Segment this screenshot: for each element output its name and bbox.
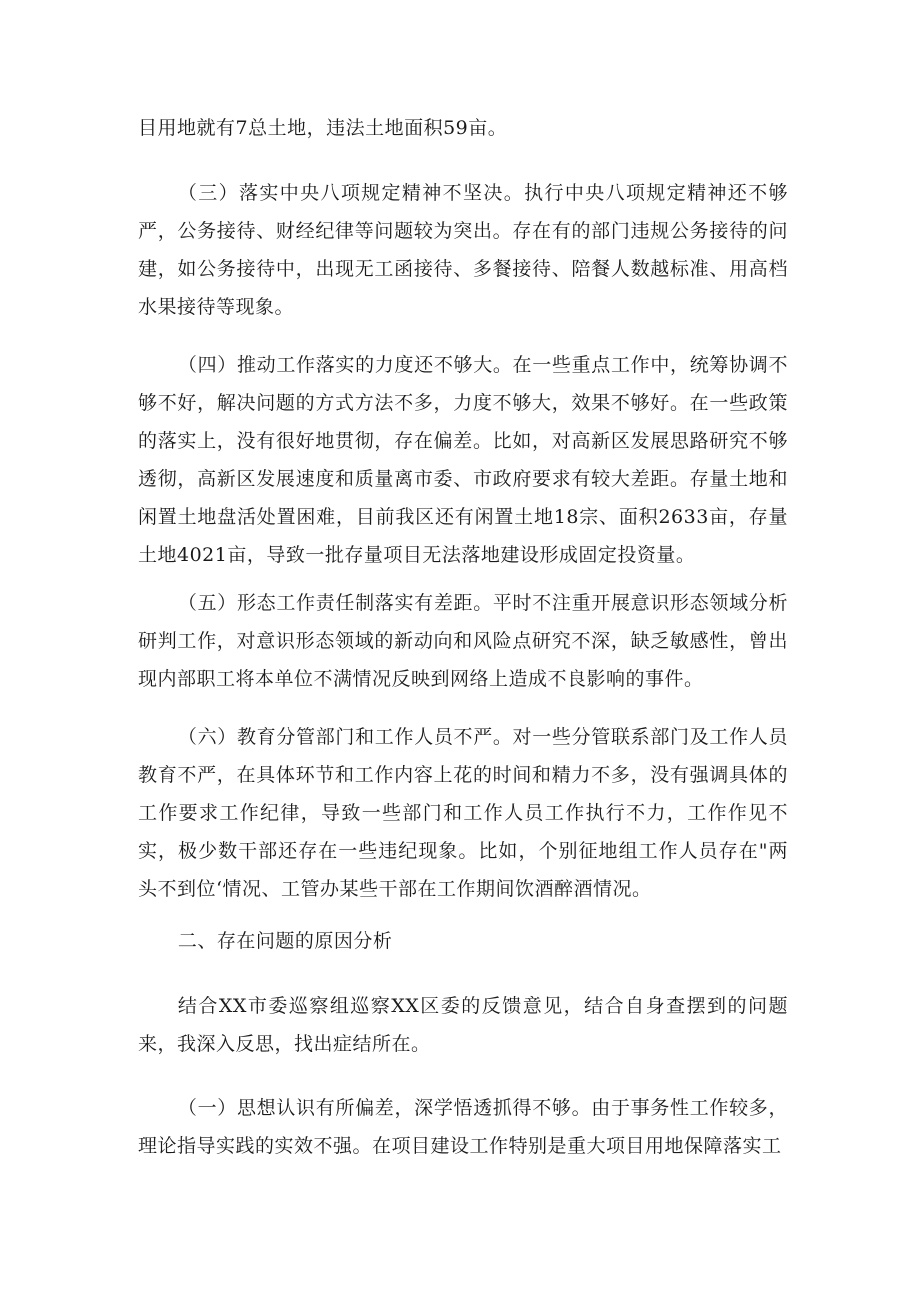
paragraph-section-5: （五）形态工作责任制落实有差距。平时不注重开展意识形态领域分析研判工作，对意识形态领域的新动向和风险点研究不深，缺乏敏感性，曾出现内部职工将本单位不满情况反映到网络上造成不良影响的事件。 [138, 592, 788, 690]
paragraph-cause-1: （一）思想认识有所偏差，深学悟透抓得不够。由于事务性工作较多，理论指导实践的实效不强。在项目建设工作特别是重大项目用地保障落实工 [138, 1097, 788, 1157]
paragraph-cause-intro: 结合XX市委巡察组巡察XX区委的反馈意见，结合自身查摆到的问题来，我深入反思，找出症结所在。 [138, 995, 788, 1055]
paragraph-section-3: （三）落实中央八项规定精神不坚决。执行中央八项规定精神还不够严，公务接待、财经纪律等问题较为突出。存在有的部门违规公务接待的问建，如公务接待中，出现无工函接待、多餐接待、陪餐人数越标准、用高档水果接待等现象。 [138, 182, 788, 318]
section-heading-cause-analysis: 二、存在问题的原因分析 [177, 930, 393, 952]
paragraph-section-6: （六）教育分管部门和工作人员不严。对一些分管联系部门及工作人员教育不严，在具体环节和工作内容上花的时间和精力不多，没有强调具体的工作要求工作纪律，导致一些部门和工作人员工作执行不力，工作作见不实，极少数干部还存在一些违纪现象。比如，个别征地组工作人员存在"两头不到位‘情况、工管办某些干部在工作期间饮酒醉酒情况。 [138, 726, 788, 900]
paragraph-continuation: 目用地就有7总土地，违法土地面积59亩。 [138, 117, 508, 139]
paragraph-section-4: （四）推动工作落实的力度还不够大。在一些重点工作中，统筹协调不够不好，解决问题的方式方法不多，力度不够大，效果不够好。在一些政策的落实上，没有很好地贯彻，存在偏差。比如，对高新区发展思路研究不够透彻，高新区发展速度和质量离市委、市政府要求有较大差距。存量土地和闲置土地盘活处置困难，目前我区还有闲置土地18宗、面积2633亩，存量土地4021亩，导致一批存量项目无法落地建设形成固定投资量。 [138, 354, 788, 566]
